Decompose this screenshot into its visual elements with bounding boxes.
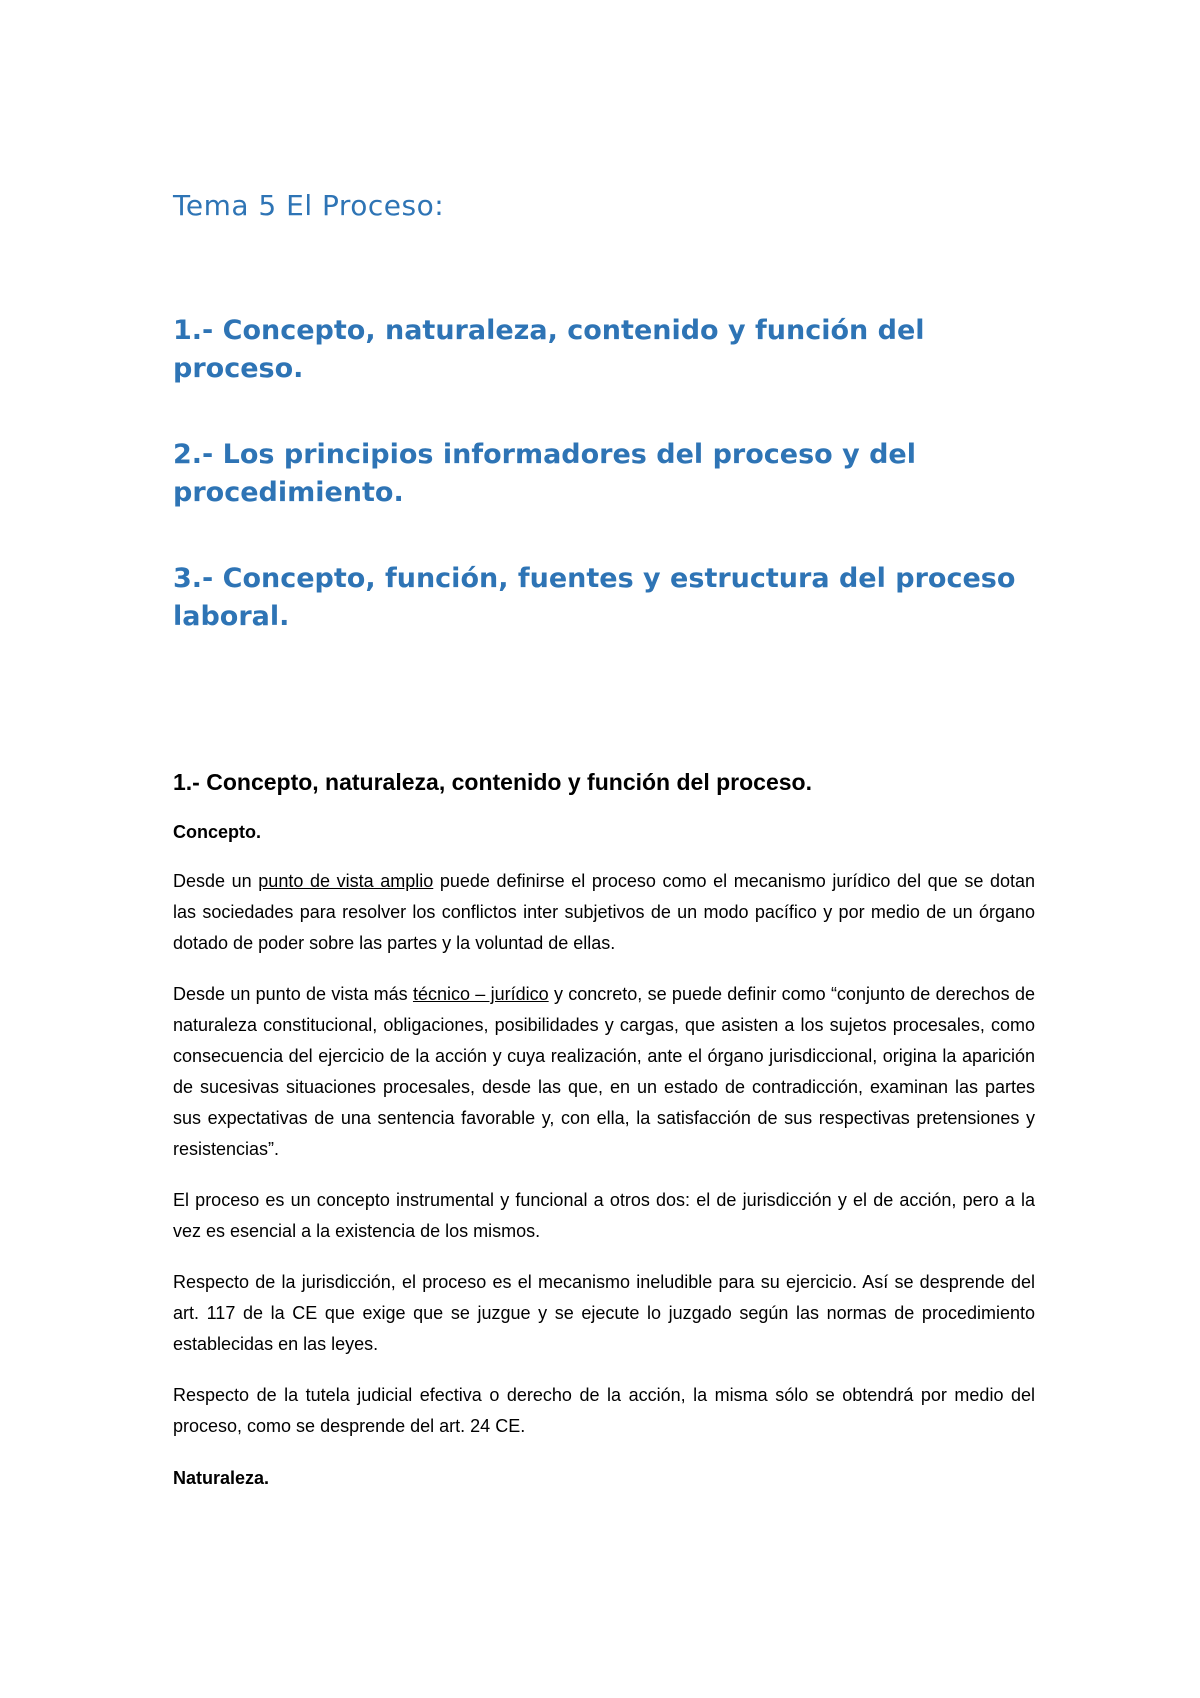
document-content [173,186,1035,1492]
paragraph-1-after: puede definirse el proceso como el mecanismo jurídico del que se dotan las sociedades para resolver los conflictos inter subjetivos de un modo pacífico y por medio de un órgano dotado de poder sobre las partes y la voluntad de ellas. [173,871,1036,953]
toc-item-2: 2.- Los principios informadores del proceso y del procedimiento. [173,439,916,508]
toc-item-3: 3.- Concepto, función, fuentes y estructura del proceso laboral. [173,563,1016,632]
underlined-phrase-tecnico: técnico – jurídico [412,984,549,1004]
underlined-phrase-amplio: punto de vista amplio [258,871,434,891]
paragraph-2-before: Desde un punto de vista más [173,984,413,1004]
paragraph-1-before: Desde un [173,871,259,891]
paragraph-4: Respecto de la jurisdicción, el proceso es el mecanismo ineludible para su ejercicio. Así se desprende del art. 117 de la CE que exige que se juzgue y se ejecute lo juzgado según las normas de procedimiento establecidas en las leyes. [173,1272,1035,1354]
document-title: Tema 5 El Proceso: [173,189,445,222]
section-heading-1: 1.- Concepto, naturaleza, contenido y función del proceso. [173,769,812,795]
paragraph-3: El proceso es un concepto instrumental y funcional a otros dos: el de jurisdicción y el de acción, pero a la vez es esencial a la existencia de los mismos. [173,1190,1035,1241]
paragraph-1 [173,866,1035,959]
subheading-naturaleza: Naturaleza. [173,1468,270,1488]
paragraph-2-after: y concreto, se puede definir como “conjunto de derechos de naturaleza constitucional, obligaciones, posibilidades y cargas, que asisten a los sujetos procesales, como consecuencia del ejercicio de la acción y cuya realización, ante el órgano jurisdiccional, origina la aparición de sucesivas situaciones procesales, desde las que, en un estado de contradicción, examinan las partes sus expectativas de una sentencia favorable y, con ella, la satisfacción de sus respectivas pretensiones y resistencias”. [173,984,1035,1159]
toc-item-1: 1.- Concepto, naturaleza, contenido y función del proceso. [173,315,925,384]
paragraph-2 [173,979,1035,1165]
paragraph-5: Respecto de la tutela judicial efectiva o derecho de la acción, la misma sólo se obtendrá por medio del proceso, como se desprende del art. 24 CE. [173,1385,1035,1436]
subheading-concepto: Concepto. [173,822,261,842]
